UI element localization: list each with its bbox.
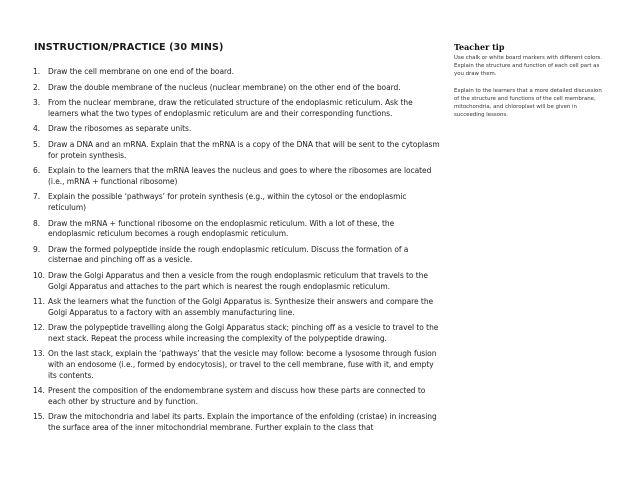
list-item: [34, 245, 442, 266]
list-item: [34, 323, 442, 344]
step-text: Draw the formed polypeptide inside the rough endoplasmic reticulum. Discuss the formation of a cisternae and pinching off as a vesicle.: [48, 244, 409, 265]
step-number: 4.: [33, 124, 41, 134]
step-text: Explain to the learners that the mRNA leaves the nucleus and goes to where the ribosomes are located (i.e., mRNA + functional ribosome): [48, 166, 432, 186]
list-item: [34, 140, 442, 161]
step-number: 9.: [33, 244, 41, 254]
step-number: 13.: [33, 349, 45, 359]
list-item: [34, 83, 442, 94]
list-item: [34, 412, 442, 433]
list-item: [34, 297, 442, 318]
step-text: Draw the cell membrane on one end of the board.: [48, 67, 234, 76]
step-text: Draw the polypeptide travelling along the Golgi Apparatus stack; pinching off as a vesicle to travel to the next stack. Repeat the process while increasing the complexity of the polypeptide drawing.: [48, 323, 439, 343]
list-item: [34, 349, 442, 381]
teacher-tip-paragraph: Use chalk or white board markers with different colors. Explain the structure and function of each cell part as you draw them.: [454, 55, 603, 78]
list-item: [34, 192, 442, 213]
teacher-tip-sidebar: [454, 42, 606, 127]
step-text: Present the composition of the endomembrane system and discuss how these parts are connected to each other by structure and by function.: [48, 386, 426, 406]
list-item: [34, 271, 442, 292]
list-item: [34, 67, 442, 78]
step-number: 11.: [33, 297, 45, 307]
step-text: Draw the Golgi Apparatus and then a vesicle from the rough endoplasmic reticulum that travels to the Golgi Apparatus and attaches to the part which is nearest the rough endoplasmic reticulum.: [48, 270, 428, 291]
step-number: 2.: [33, 82, 41, 92]
step-number: 1.: [33, 67, 41, 76]
list-item: [34, 166, 442, 187]
teacher-tip-paragraph: Explain to the learners that a more detailed discussion of the structure and functions of the cell membrane, mitochondria, and chloroplast will be given in succeeding lessons.: [454, 87, 602, 119]
step-number: 8.: [33, 218, 41, 228]
step-text: Draw the double membrane of the nucleus (nuclear membrane) on the other end of the board.: [48, 82, 401, 92]
teacher-tip-title: Teacher tip: [454, 42, 505, 52]
step-text: Draw a DNA and an mRNA. Explain that the mRNA is a copy of the DNA that will be sent to the cytoplasm for protein synthesis.: [48, 139, 440, 160]
step-text: Draw the mRNA + functional ribosome on the endoplasmic reticulum. With a lot of these, the endoplasmic reticulum becomes a rough endoplasmic reticulum.: [48, 218, 395, 239]
step-text: From the nuclear membrane, draw the reticulated structure of the endoplasmic reticulum. Ask the learners what the two types of endoplasmic reticulum are and their corresponding functions.: [48, 98, 413, 118]
list-item: [34, 219, 442, 240]
section-heading: INSTRUCTION/PRACTICE (30 MINS): [34, 42, 224, 53]
instruction-section: [34, 42, 442, 439]
step-number: 10.: [33, 270, 45, 280]
step-text: Explain the possible ‘pathways’ for protein synthesis (e.g., within the cytosol or the endoplasmic reticulum): [48, 192, 407, 212]
step-number: 14.: [33, 386, 45, 396]
step-text: Draw the ribosomes as separate units.: [48, 124, 192, 134]
step-text: On the last stack, explain the ‘pathways’ that the vesicle may follow: become a lysosome through fusion with an endosome (i.e., formed by endocytosis), or travel to the cell membrane, fuse with it, and empty its contents.: [48, 349, 437, 380]
list-item: [34, 386, 442, 407]
step-number: 5.: [33, 139, 41, 149]
list-item: [34, 124, 442, 135]
step-text: Draw the mitochondria and label its parts. Explain the importance of the enfolding (cristae) in increasing the surface area of the inner mitochondrial membrane. Further explain to the class that: [48, 412, 437, 433]
step-number: 3.: [33, 98, 41, 108]
list-item: [34, 98, 442, 119]
step-number: 6.: [33, 166, 41, 176]
step-number: 7.: [33, 192, 41, 202]
steps-list: [34, 67, 442, 434]
step-text: Ask the learners what the function of the Golgi Apparatus is. Synthesize their answers and compare the Golgi Apparatus to a factory with an assembly manufacturing line.: [48, 297, 434, 317]
step-number: 15.: [33, 412, 45, 422]
step-number: 12.: [33, 323, 45, 333]
